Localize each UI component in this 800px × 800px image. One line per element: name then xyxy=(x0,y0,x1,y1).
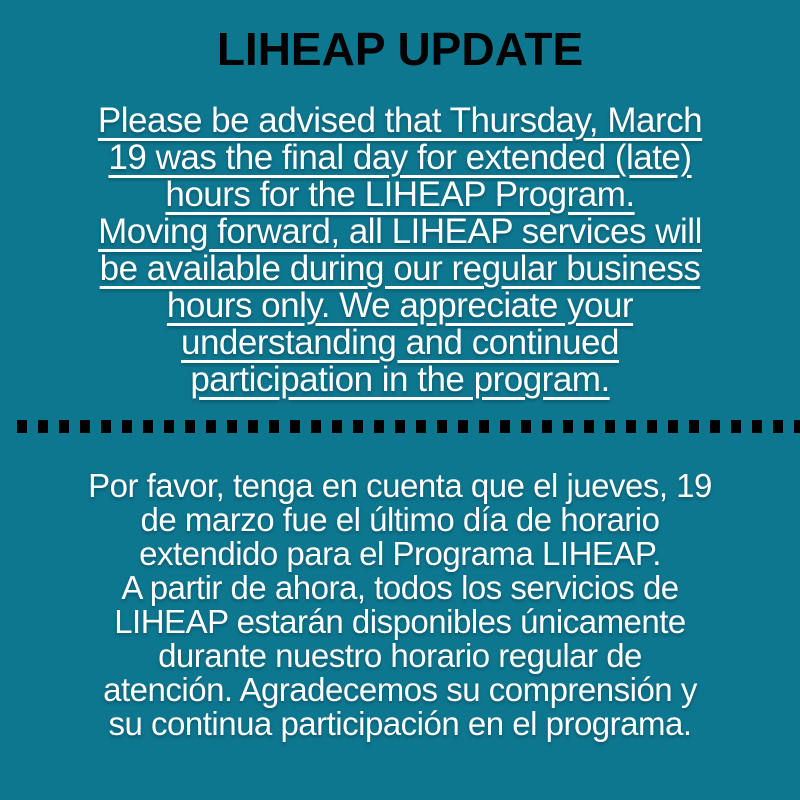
text-line: atención. Agradecemos su comprensión y xyxy=(103,671,697,708)
text-line: understanding and continued xyxy=(181,323,619,362)
text-line: durante nuestro horario regular de xyxy=(158,637,642,674)
english-notice-paragraph xyxy=(0,102,800,398)
text-line: LIHEAP estarán disponibles únicamente xyxy=(114,603,686,640)
text-line: Please be advised that Thursday, March xyxy=(97,101,703,140)
spanish-notice-paragraph xyxy=(0,469,800,741)
text-line: su continua participación en el programa. xyxy=(108,705,692,742)
text-line: extendido para el Programa LIHEAP. xyxy=(139,535,661,572)
text-line: A partir de ahora, todos los servicios de xyxy=(121,569,679,606)
text-line: be available during our regular business xyxy=(99,249,701,288)
text-line: hours only. We appreciate your xyxy=(166,286,634,325)
page-title: LIHEAP UPDATE xyxy=(216,23,584,75)
text-line: hours for the LIHEAP Program. xyxy=(165,175,635,214)
text-line: 19 was the final day for extended (late) xyxy=(108,138,692,177)
dotted-divider xyxy=(17,420,800,433)
text-line: Por favor, tenga en cuenta que el jueves, 19 xyxy=(88,467,712,504)
text-line: Moving forward, all LIHEAP services will xyxy=(98,212,702,251)
text-line: participation in the program. xyxy=(190,360,610,399)
text-line: de marzo fue el último día de horario xyxy=(140,501,660,538)
